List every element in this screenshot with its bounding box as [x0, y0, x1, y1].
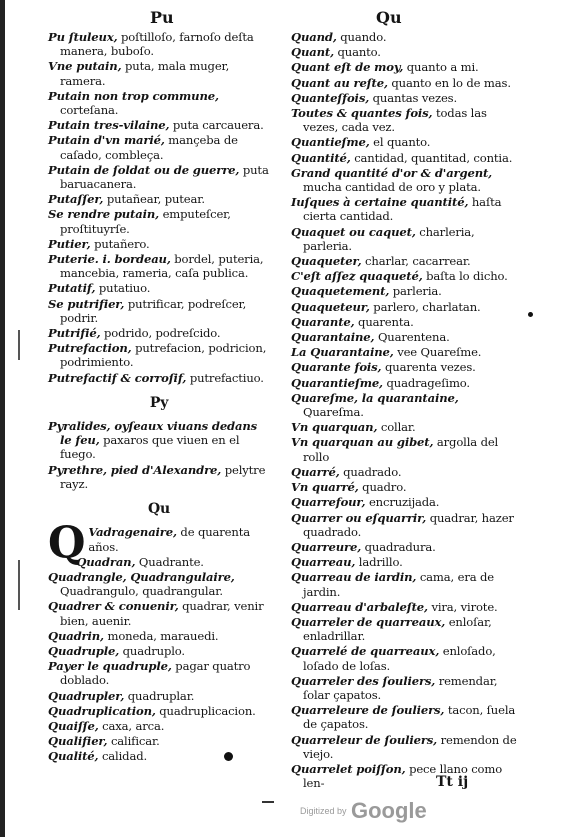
- running-header-right: Qu: [376, 8, 402, 27]
- ink-spot: [528, 312, 533, 317]
- headword: Quadrupler,: [48, 688, 125, 703]
- definition: quadrar, hazer quadrado.: [303, 510, 514, 539]
- headword: Quarante,: [291, 314, 355, 329]
- dictionary-entry: [291, 166, 519, 194]
- definition: putrefactiuo.: [186, 370, 264, 385]
- headword: Quarante fois,: [291, 360, 382, 375]
- dictionary-entry: [291, 391, 519, 419]
- dictionary-entry: [291, 106, 519, 134]
- definition: putañero.: [90, 236, 150, 251]
- headword: Putrefactif & corroſif,: [48, 370, 187, 385]
- definition: quadruplicacion.: [155, 703, 256, 718]
- dictionary-entry: [48, 297, 270, 325]
- definition: Quarentena.: [374, 330, 450, 345]
- headword: Vn quarré,: [291, 480, 359, 495]
- definition: remendar, ſolar çapatos.: [303, 673, 498, 702]
- headword: Qualifier,: [48, 734, 108, 749]
- dictionary-entry: [48, 555, 270, 569]
- definition: quando.: [336, 30, 387, 44]
- dictionary-entry: [48, 118, 270, 132]
- definition: putrificar, podreſcer, podrir.: [60, 296, 247, 325]
- dictionary-entry: [291, 495, 519, 509]
- definition: enloſado, loſado de loſas.: [303, 644, 496, 673]
- headword: Quanteſfois,: [291, 90, 370, 105]
- margin-mark: [18, 560, 20, 610]
- headword: Putaſſer,: [48, 192, 104, 207]
- signature-mark: Tt ij: [436, 774, 469, 790]
- dictionary-entry: [291, 315, 519, 329]
- definition: moneda, marauedi.: [103, 628, 219, 643]
- dictionary-entry: [48, 629, 270, 643]
- dictionary-entry: [48, 734, 270, 748]
- dictionary-entry: [48, 133, 270, 161]
- dictionary-entry: [48, 326, 270, 340]
- definition: corteſana.: [60, 103, 119, 118]
- dictionary-entry: [291, 91, 519, 105]
- definition: de quarenta años.: [88, 525, 250, 554]
- headword: Quant au reſte,: [291, 75, 388, 90]
- definition: calidad.: [98, 749, 148, 764]
- dictionary-entry: [291, 435, 519, 463]
- digitized-label: Digitized by: [300, 806, 347, 816]
- definition: mançeba de caſado, combleça.: [60, 133, 238, 162]
- definition: putatiuo.: [95, 281, 151, 296]
- dictionary-entry: [48, 419, 270, 462]
- headword: Quarantieſme,: [291, 375, 383, 390]
- section-heading-qu: Qu: [147, 501, 171, 518]
- definition: pelytre rayz.: [60, 462, 266, 491]
- py-entries: [48, 419, 270, 491]
- definition: podrido, podreſcido.: [100, 326, 221, 341]
- headword: Quarreau,: [291, 555, 356, 570]
- headword: Pyrethre, pied d'Alexandre,: [48, 462, 222, 477]
- dictionary-entry: [291, 762, 519, 790]
- dictionary-entry: [291, 540, 519, 554]
- definition: quanto.: [333, 45, 381, 60]
- headword: Putain tres-vilaine,: [48, 118, 170, 133]
- headword: Putrifié,: [48, 326, 101, 341]
- dictionary-entry: [291, 300, 519, 314]
- dictionary-entry: [291, 570, 519, 598]
- headword: Quarreleure de ſouliers,: [291, 703, 445, 718]
- definition: puta baruacanera.: [60, 162, 269, 192]
- headword: Quaquet ou caquet,: [291, 224, 416, 239]
- drop-capital: Q: [48, 518, 86, 569]
- qu-entries: [48, 555, 270, 764]
- dictionary-entry: [291, 703, 519, 731]
- dictionary-entry: [291, 674, 519, 702]
- headword: Quadrin,: [48, 628, 104, 643]
- dictionary-entry: [291, 151, 519, 165]
- definition: cantidad, quantitad, contia.: [350, 150, 513, 165]
- headword: Pu ſtuleux,: [48, 30, 118, 44]
- dictionary-entry: [48, 207, 270, 235]
- headword: Quarrelé de quarreaux,: [291, 644, 440, 659]
- headword: Se rendre putain,: [48, 207, 160, 222]
- dictionary-entry: [291, 465, 519, 479]
- dictionary-entry: [48, 463, 270, 491]
- definition: quadrar, venir bien, auenir.: [60, 599, 264, 628]
- headword: Quaqueter,: [291, 254, 362, 269]
- headword: La Quarantaine,: [291, 345, 394, 360]
- definition: parlero, charlatan.: [369, 299, 481, 314]
- dictionary-entry: [48, 89, 270, 117]
- headword: Quant eſt de moy,: [291, 60, 404, 75]
- definition: quantas vezes.: [369, 90, 458, 105]
- dictionary-entry: [291, 45, 519, 59]
- google-logo: Google: [350, 798, 427, 823]
- dictionary-entry: [48, 371, 270, 385]
- dictionary-entry: [291, 600, 519, 614]
- definition: charlar, cacarrear.: [361, 254, 471, 269]
- headword: Quadrer & conuenir,: [48, 599, 179, 614]
- definition: cama, era de jardin.: [303, 570, 494, 599]
- definition: quadro.: [358, 480, 407, 495]
- definition: quanto en lo de mas.: [387, 75, 511, 90]
- dictionary-entry: [48, 689, 270, 703]
- definition: quadruplar.: [124, 688, 195, 703]
- headword: Putain de ſoldat ou de guerre,: [48, 162, 240, 177]
- headword: Payer le quadruple,: [48, 659, 172, 674]
- dictionary-entry: [48, 237, 270, 251]
- dictionary-entry: [48, 749, 270, 763]
- headword: Qualité,: [48, 749, 99, 764]
- headword: Vadragenaire,: [88, 525, 177, 540]
- headword: Quarrer ou eſquarrir,: [291, 510, 427, 525]
- running-header-left: Pu: [150, 8, 174, 27]
- definition: quanto a mi.: [403, 60, 479, 75]
- dictionary-entry: [291, 511, 519, 539]
- headword: Putier,: [48, 236, 91, 251]
- dictionary-entry: [48, 719, 270, 733]
- dictionary-entry: [291, 30, 519, 44]
- definition: Quadrante.: [135, 554, 204, 569]
- dictionary-entry: [291, 76, 519, 90]
- dictionary-entry: [48, 192, 270, 206]
- page-edge: [0, 0, 5, 837]
- dictionary-entry: [48, 599, 270, 627]
- dictionary-entry: [291, 345, 519, 359]
- dictionary-entry: [48, 252, 270, 280]
- headword: Quaqueteur,: [291, 299, 370, 314]
- definition: quarenta.: [354, 314, 414, 329]
- definition: Quadrangulo, quadrangular.: [60, 584, 223, 599]
- headword: Quaquetement,: [291, 284, 390, 299]
- dictionary-entry: [291, 555, 519, 569]
- pu-entries: [48, 30, 270, 385]
- definition: putañear, putear.: [103, 192, 205, 207]
- dictionary-entry: [48, 59, 270, 87]
- headword: Quareſme, la quarantaine,: [291, 390, 459, 405]
- left-column: [48, 30, 270, 765]
- headword: Quant,: [291, 45, 334, 60]
- headword: Quantité,: [291, 150, 351, 165]
- headword: Quarrelet poiſſon,: [291, 761, 406, 776]
- definition: putrefacion, podricion, podrimiento.: [60, 341, 267, 370]
- dictionary-entry: [291, 135, 519, 149]
- definition: Quareſma.: [303, 405, 364, 420]
- definition: puta, mala muger, ramera.: [60, 59, 230, 88]
- dictionary-entry: [48, 281, 270, 295]
- dictionary-entry: [291, 60, 519, 74]
- headword: Quarreau de iardin,: [291, 570, 417, 585]
- headword: Vn quarquan,: [291, 420, 378, 435]
- dictionary-entry: [291, 733, 519, 761]
- definition: emputeſcer, proſtituyrſe.: [60, 207, 231, 236]
- dictionary-entry: [48, 30, 270, 58]
- dictionary-entry: [48, 659, 270, 687]
- definition: bordel, puteria, mancebia, rameria, caſa publica.: [60, 252, 264, 281]
- headword: Quarreleur de ſouliers,: [291, 732, 438, 747]
- headword: Quarrefour,: [291, 495, 366, 510]
- dictionary-entry: [291, 360, 519, 374]
- definition: baſta lo dicho.: [422, 269, 508, 284]
- dictionary-entry: [291, 420, 519, 434]
- definition: pagar quatro doblado.: [60, 659, 251, 688]
- definition: quadradura.: [361, 539, 436, 554]
- headword: Grand quantité d'or & d'argent,: [291, 165, 493, 180]
- definition: calificar.: [107, 734, 160, 749]
- definition: caxa, arca.: [98, 718, 165, 733]
- definition: quadruplo.: [119, 643, 185, 658]
- dictionary-entry: [291, 195, 519, 223]
- definition: vira, virote.: [427, 599, 498, 614]
- headword: Quarré,: [291, 464, 340, 479]
- definition: remendon de viejo.: [303, 732, 517, 761]
- dictionary-entry: [48, 163, 270, 191]
- right-entries: [291, 30, 519, 790]
- definition: ladrillo.: [355, 555, 403, 570]
- dictionary-entry: [291, 284, 519, 298]
- headword: Quadruple,: [48, 643, 120, 658]
- definition: vee Quareſme.: [393, 345, 482, 360]
- definition: todas las vezes, cada vez.: [303, 106, 487, 135]
- definition: paxaros que viuen en el fuego.: [60, 433, 240, 462]
- dictionary-entry: [48, 341, 270, 369]
- definition: pece llano como len-: [303, 761, 503, 791]
- headword: Se putrifier,: [48, 296, 125, 311]
- headword: Quaiſſe,: [48, 718, 99, 733]
- margin-mark: [18, 330, 20, 360]
- definition: poſtilloſo, farnoſo deſta manera, buboſo.: [60, 30, 254, 59]
- headword: Pyralides, oyſeaux viuans dedans le feu,: [48, 419, 258, 448]
- definition: charleria, parleria.: [303, 224, 475, 253]
- definition: quadrado.: [339, 464, 402, 479]
- section-heading-py: Py: [149, 394, 169, 411]
- dictionary-entry: [291, 254, 519, 268]
- headword: Quarreure,: [291, 539, 362, 554]
- dictionary-entry: [48, 570, 270, 598]
- definition: encruzijada.: [365, 495, 440, 510]
- dictionary-entry: [291, 225, 519, 253]
- definition: parleria.: [389, 284, 442, 299]
- definition: collar.: [377, 420, 416, 435]
- headword: Quadrangle, Quadrangulaire,: [48, 569, 235, 584]
- definition: enloſar, enladrillar.: [303, 614, 492, 644]
- headword: Quadruplication,: [48, 703, 156, 718]
- headword: Putain d'vn marié,: [48, 133, 165, 148]
- headword: Toutes & quantes fois,: [291, 106, 433, 121]
- definition: quarenta vezes.: [381, 360, 476, 375]
- headword: Iuſques à certaine quantité,: [291, 195, 469, 210]
- definition: quadrageſimo.: [382, 375, 470, 390]
- dictionary-entry: [291, 376, 519, 390]
- ornament-dot: [224, 752, 233, 761]
- definition: haſta cierta cantidad.: [303, 195, 502, 224]
- headword: Puterie. i. bordeau,: [48, 252, 171, 267]
- definition: el quanto.: [369, 135, 431, 150]
- dictionary-entry: [291, 615, 519, 643]
- headword: Vn quarquan au gibet,: [291, 435, 434, 450]
- headword: Vne putain,: [48, 59, 122, 74]
- definition: argolla del rollo: [303, 435, 499, 464]
- headword: Putrefaction,: [48, 341, 132, 356]
- printer-mark: [262, 801, 274, 803]
- dictionary-entry: [48, 704, 270, 718]
- headword: Quand,: [291, 30, 337, 44]
- dictionary-entry: [291, 269, 519, 283]
- definition: puta carcauera.: [169, 118, 264, 133]
- headword: Putain non trop commune,: [48, 88, 219, 103]
- dictionary-entry: [48, 644, 270, 658]
- dictionary-entry: [291, 330, 519, 344]
- headword: Quarreau d'arbaleſte,: [291, 599, 428, 614]
- headword: Putatif,: [48, 281, 96, 296]
- right-column: [291, 30, 519, 791]
- dictionary-entry: [291, 644, 519, 672]
- digitized-by-google-watermark: [300, 798, 427, 824]
- definition: tacon, ſuela de çapatos.: [303, 703, 516, 732]
- headword: Quarreler des ſouliers,: [291, 673, 436, 688]
- dictionary-entry: [291, 480, 519, 494]
- definition: mucha cantidad de oro y plata.: [303, 180, 481, 195]
- headword: Quadran,: [76, 554, 136, 569]
- headword: Quarreler de quarreaux,: [291, 614, 446, 629]
- headword: Quarantaine,: [291, 330, 375, 345]
- headword: Quantieſme,: [291, 135, 370, 150]
- headword: C'eſt aſſez quaqueté,: [291, 269, 423, 284]
